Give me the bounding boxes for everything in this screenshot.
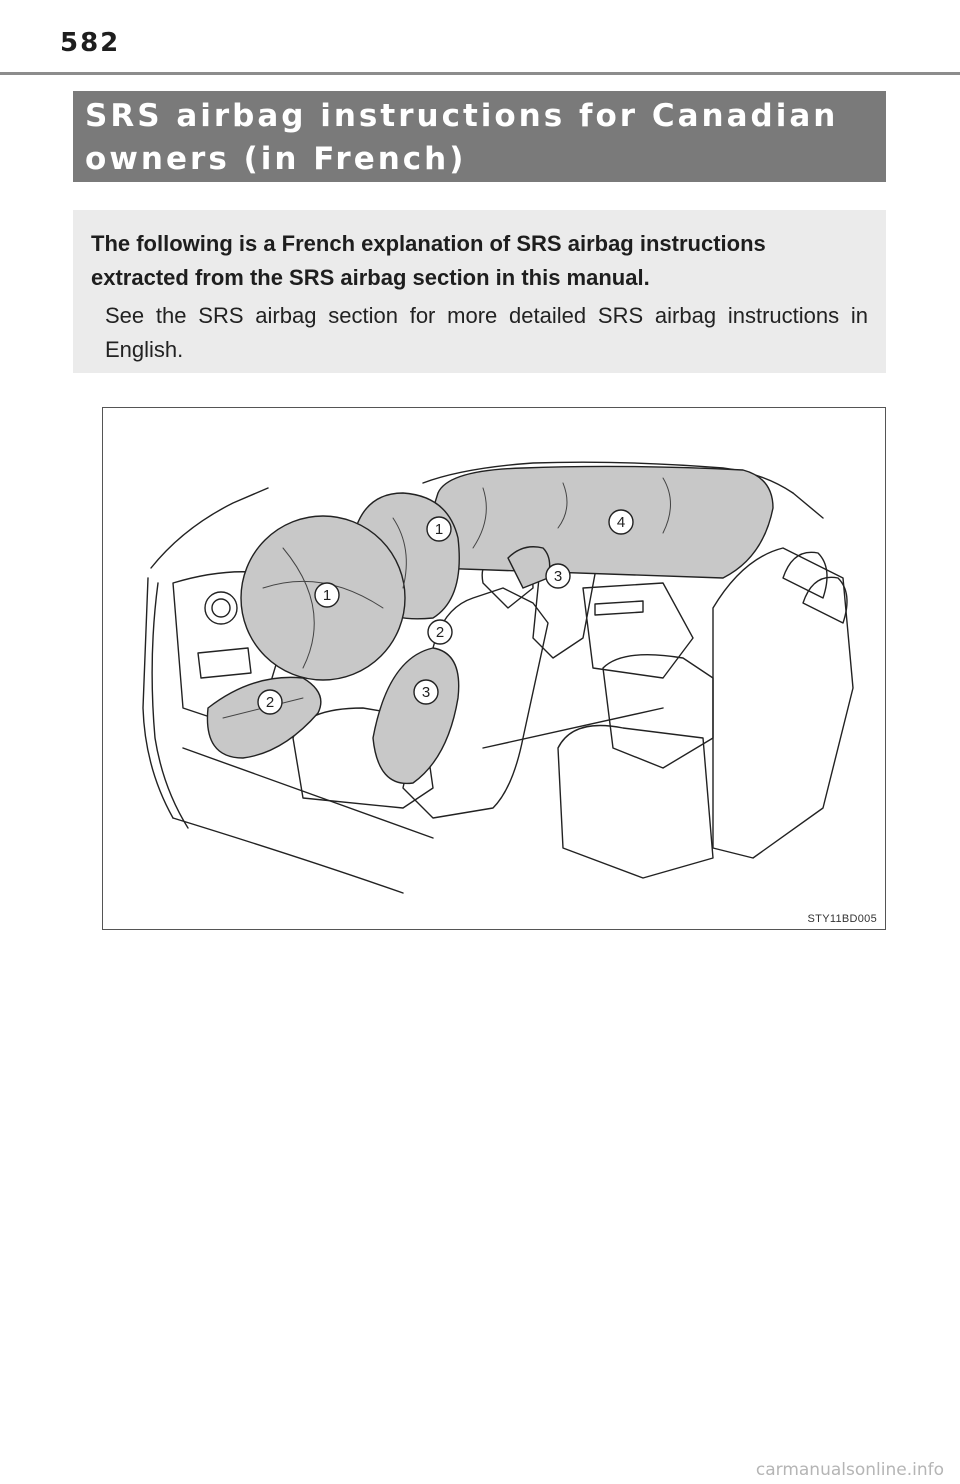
floor-line: [173, 818, 403, 893]
callout-1-upper: [427, 517, 451, 541]
curtain-airbag: [429, 466, 773, 578]
intro-box: [73, 210, 886, 373]
section-title-line-2: owners (in French): [85, 141, 467, 177]
callout-label: 1: [322, 587, 332, 604]
rear-seat-back: [713, 548, 853, 858]
callout-label: 3: [421, 684, 431, 701]
section-title-line-1: SRS airbag instructions for Canadian: [85, 98, 839, 134]
callout-label: 4: [616, 514, 626, 531]
driver-side-airbag: [508, 547, 550, 588]
callout-label: 3: [553, 568, 563, 585]
rear-headrest-2: [803, 577, 847, 623]
callout-4: [609, 510, 633, 534]
section-title-bar: [73, 91, 886, 182]
rear-seat-lower: [558, 726, 713, 879]
airbag-illustration: [102, 407, 886, 930]
seat-side-airbag: [373, 648, 459, 783]
callout-label: 2: [265, 694, 275, 711]
header-rule: [0, 72, 960, 75]
callout-2-lower: [258, 690, 282, 714]
page-number: 582: [60, 28, 121, 58]
callout-label: 2: [435, 624, 445, 641]
intro-note-text: See the SRS airbag section for more detailed SRS airbag instructions in English.: [105, 303, 868, 362]
figure-code: STY11BD005: [807, 913, 877, 925]
body-side-line: [143, 578, 173, 818]
callout-3-lower: [414, 680, 438, 704]
car-interior-drawing: [103, 408, 887, 931]
watermark: carmanualsonline.info: [755, 1460, 944, 1480]
a-pillar-line: [151, 488, 268, 568]
intro-bold-text: The following is a French explanation of SRS airbag instructions extracted from the SRS airbag section in this manual.: [91, 231, 766, 290]
dash-panel: [198, 648, 251, 678]
callout-label: 1: [434, 521, 444, 538]
door-handle: [595, 601, 643, 615]
rear-door-panel: [583, 583, 693, 678]
callout-3-upper: [546, 564, 570, 588]
air-vent-icon: [205, 592, 237, 624]
callout-1-lower: [315, 583, 339, 607]
callout-2-upper: [428, 620, 452, 644]
